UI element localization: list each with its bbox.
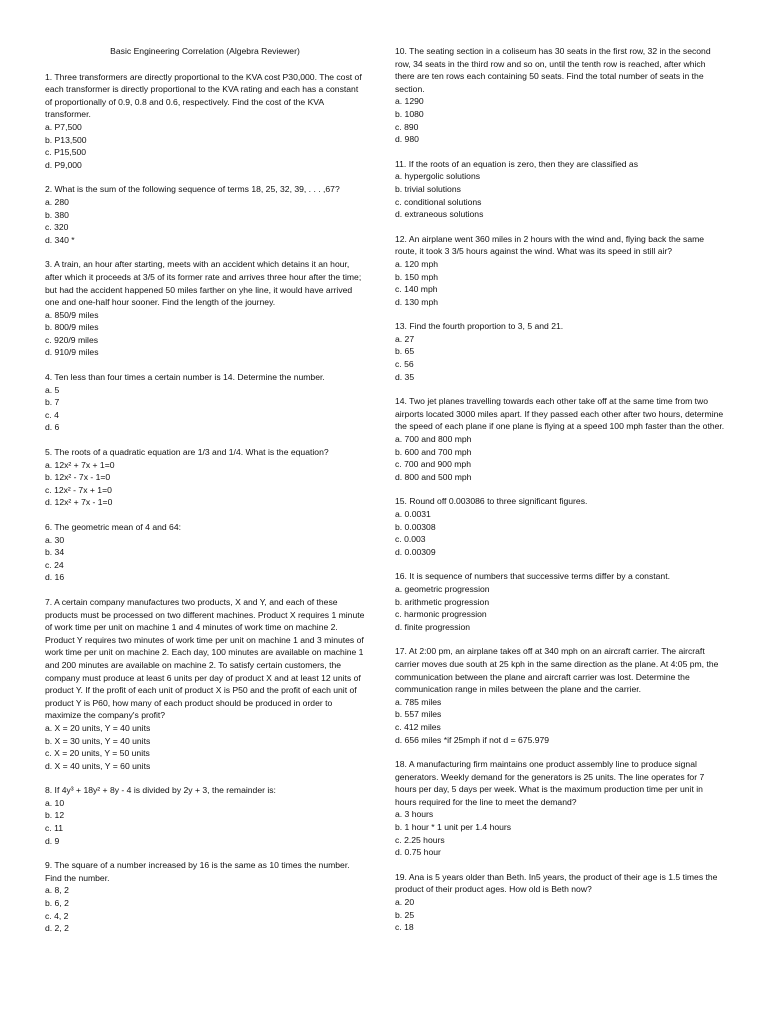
answer-option: d. 6 xyxy=(45,422,60,433)
answer-option: c. P15,500 xyxy=(45,147,87,158)
question-text: 1. Three transformers are directly proportional to the KVA cost P30,000. The cost of each transformer is directly proportional to the KVA rating and each has a constant of proportionally of 0.9, 0.8 and 0.6, respectively. Find the cost of the KVA transformer. xyxy=(45,71,362,120)
right-column xyxy=(395,45,725,934)
answer-option: b. 25 xyxy=(395,909,415,920)
question-text: 13. Find the fourth proportion to 3, 5 and 21. xyxy=(395,321,564,332)
answer-option: b. 12x² - 7x - 1=0 xyxy=(45,472,111,483)
answer-option: d. 910/9 miles xyxy=(45,347,99,358)
answer-option: c. 56 xyxy=(395,359,414,370)
answer-option: a. 27 xyxy=(395,333,415,344)
answer-option: d. 35 xyxy=(395,371,415,382)
answer-option: c. conditional solutions xyxy=(395,196,482,207)
answer-option: d. 16 xyxy=(45,572,65,583)
answer-option: b. 1080 xyxy=(395,108,424,119)
question-item xyxy=(395,871,725,934)
question-item xyxy=(45,859,365,935)
answer-option: d. 0.75 hour xyxy=(395,847,441,858)
answer-option: b. 34 xyxy=(45,547,65,558)
question-text: 18. A manufacturing firm maintains one product assembly line to produce signal generators. Weekly demand for the generators is 25 units. The line operates for 7 hours per day, 5 days per week. What is the maximum production time per unit in hours required for the line to meet the demand? xyxy=(395,759,705,807)
answer-option: c. 18 xyxy=(395,922,414,933)
question-list-left xyxy=(45,71,365,935)
answer-option: d. 980 xyxy=(395,134,419,145)
answer-option: b. 1 hour * 1 unit per 1.4 hours xyxy=(395,822,512,833)
question-text: 11. If the roots of an equation is zero, then they are classified as xyxy=(395,158,638,169)
answer-option: d. finite progression xyxy=(395,621,470,632)
answer-option: c. 24 xyxy=(45,559,64,570)
question-item xyxy=(395,758,725,859)
answer-option: a. X = 20 units, Y = 40 units xyxy=(45,722,151,733)
question-text: 9. The square of a number increased by 16 is the same as 10 times the number. Find the number. xyxy=(45,860,350,883)
answer-option: a. 5 xyxy=(45,384,60,395)
answer-option: a. 850/9 miles xyxy=(45,309,99,320)
answer-option: b. 65 xyxy=(395,346,415,357)
answer-option: c. 412 miles xyxy=(395,721,441,732)
answer-option: a. hypergolic solutions xyxy=(395,171,481,182)
question-item xyxy=(395,395,725,483)
answer-option: c. 140 mph xyxy=(395,284,438,295)
answer-option: b. 12 xyxy=(45,810,65,821)
answer-option: d. extraneous solutions xyxy=(395,209,484,220)
answer-option: d. 130 mph xyxy=(395,296,438,307)
answer-option: a. 20 xyxy=(395,897,415,908)
question-item xyxy=(395,158,725,221)
answer-option: b. 7 xyxy=(45,397,60,408)
answer-option: b. 800/9 miles xyxy=(45,322,99,333)
answer-option: c. 12x² - 7x + 1=0 xyxy=(45,484,112,495)
answer-option: a. 30 xyxy=(45,534,65,545)
answer-option: a. 0.0031 xyxy=(395,509,431,519)
question-item xyxy=(45,371,365,434)
answer-option: c. 4 xyxy=(45,409,59,420)
question-item xyxy=(45,596,365,772)
question-item xyxy=(45,183,365,246)
question-item xyxy=(45,71,365,172)
answer-option: d. 12x² + 7x - 1=0 xyxy=(45,497,113,508)
answer-option: d. P9,000 xyxy=(45,159,82,170)
question-item xyxy=(45,446,365,509)
question-item xyxy=(45,258,365,359)
answer-option: a. 120 mph xyxy=(395,258,438,269)
question-text: 19. Ana is 5 years older than Beth. In5 years, the product of their age is 1.5 times the product of their product ages. How old is Beth now? xyxy=(395,871,718,895)
question-item xyxy=(45,784,365,847)
answer-option: c. 890 xyxy=(395,121,419,132)
question-text: 15. Round off 0.003086 to three significant figures. xyxy=(395,496,588,507)
question-item xyxy=(395,570,725,633)
question-text: 2. What is the sum of the following sequence of terms 18, 25, 32, 39, . . . ,67? xyxy=(45,184,340,195)
answer-option: a. 1290 xyxy=(395,96,424,107)
answer-option: b. 600 and 700 mph xyxy=(395,446,472,457)
answer-option: b. 0.00308 xyxy=(395,521,436,532)
answer-option: b. trivial solutions xyxy=(395,183,461,194)
question-text: 4. Ten less than four times a certain number is 14. Determine the number. xyxy=(45,372,325,383)
answer-option: a. P7,500 xyxy=(45,121,82,132)
question-text: 5. The roots of a quadratic equation are 1/3 and 1/4. What is the equation? xyxy=(45,447,329,458)
question-item xyxy=(395,495,725,558)
answer-option: c. 11 xyxy=(45,823,63,834)
question-text: 6. The geometric mean of 4 and 64: xyxy=(45,522,181,532)
answer-option: d. 9 xyxy=(45,835,60,846)
answer-option: d. 2, 2 xyxy=(45,923,69,934)
question-text: 14. Two jet planes travelling towards each other take off at the same time from two airports located 3000 miles apart. If they passed each other after two hours, determine the speed of each plane if one plane is flying at a speed 100 mph faster than the other. xyxy=(395,396,725,432)
answer-option: a. 8, 2 xyxy=(45,885,69,896)
answer-option: c. 320 xyxy=(45,222,69,233)
question-text: 3. A train, an hour after starting, meets with an accident which detains it an hour, after which it proceeds at 3/5 of its former rate and arrives three hour after the time; but had the accident happened 50 miles farther on yhe line, it would have arrived one and one-half hour sooner. Find the length of the journey. xyxy=(45,259,362,308)
answer-option: b. 380 xyxy=(45,209,69,220)
answer-option: b. P13,500 xyxy=(45,134,87,145)
question-item xyxy=(395,645,725,746)
question-text: 16. It is sequence of numbers that successive terms differ by a constant. xyxy=(395,571,670,582)
question-list-right xyxy=(395,45,725,934)
answer-option: c. X = 20 units, Y = 50 units xyxy=(45,748,150,759)
answer-option: a. 3 hours xyxy=(395,809,434,820)
answer-option: b. 6, 2 xyxy=(45,898,69,909)
question-text: 12. An airplane went 360 miles in 2 hours with the wind and, flying back the same route, it took 3 3/5 hours against the wind. What was its speed in still air? xyxy=(395,233,705,257)
answer-option: c. 2.25 hours xyxy=(395,834,445,845)
question-text: 17. At 2:00 pm, an airplane takes off at 340 mph on an aircraft carrier. The aircraft carrier moves due south at 25 kph in the same direction as the plane. At 4:05 pm, the communication between the plane and aircraft carrier was lost. Determine the communication range in miles between the plane and the carrier. xyxy=(395,646,719,695)
page-title: Basic Engineering Correlation (Algebra Reviewer) xyxy=(110,46,300,56)
question-item xyxy=(395,320,725,383)
answer-option: d. 340 * xyxy=(45,234,75,245)
question-item xyxy=(395,233,725,309)
question-text: 10. The seating section in a coliseum has 30 seats in the first row, 32 in the second row, 34 seats in the third row and so on, until the tenth row is reached, after which there are ten rows each containing 50 seats. Find the total number of seats in the section. xyxy=(395,46,711,94)
answer-option: b. 150 mph xyxy=(395,271,438,282)
question-item xyxy=(45,521,365,584)
answer-option: d. X = 40 units, Y = 60 units xyxy=(45,760,151,771)
answer-option: c. 700 and 900 mph xyxy=(395,459,471,470)
answer-option: c. harmonic progression xyxy=(395,609,487,620)
question-text: 7. A certain company manufactures two products, X and Y, and each of these products must be processed on two different machines. Product X requires 1 minute of work time per unit on machine 1 and 4 minutes of work time on machine 2. Product Y requires two minutes of work time per unit on machine 1 and 3 minutes of work time per unit on machine 2. Each day, 100 minutes are available on machine 1 and 200 minutes are available on machine 2. To satisfy certain customers, the company must produce at least 6 units per day of product X and at least 12 units of product Y. If the profit of each unit of product X is P50 and the profit of each unit of product Y is P60, how many of each product should be produced in order to maximize the company's profit? xyxy=(45,596,365,721)
answer-option: a. 12x² + 7x + 1=0 xyxy=(45,459,115,470)
answer-option: b. 557 miles xyxy=(395,709,442,720)
answer-option: d. 656 miles *if 25mph if not d = 675.979 xyxy=(395,734,550,745)
answer-option: a. 700 and 800 mph xyxy=(395,434,472,445)
answer-option: a. 785 miles xyxy=(395,696,442,707)
answer-option: d. 0.00309 xyxy=(395,546,436,557)
answer-option: a. 280 xyxy=(45,196,69,207)
answer-option: b. X = 30 units, Y = 40 units xyxy=(45,735,151,746)
answer-option: c. 920/9 miles xyxy=(45,334,99,345)
answer-option: c. 4, 2 xyxy=(45,910,69,921)
answer-option: a. 10 xyxy=(45,797,65,808)
question-text: 8. If 4y³ + 18y² + 8y - 4 is divided by 2y + 3, the remainder is: xyxy=(45,785,276,796)
answer-option: c. 0.003 xyxy=(395,534,426,545)
answer-option: a. geometric progression xyxy=(395,583,490,594)
question-item xyxy=(395,45,725,146)
answer-option: d. 800 and 500 mph xyxy=(395,471,472,482)
answer-option: b. arithmetic progression xyxy=(395,596,490,607)
left-column xyxy=(45,45,365,935)
